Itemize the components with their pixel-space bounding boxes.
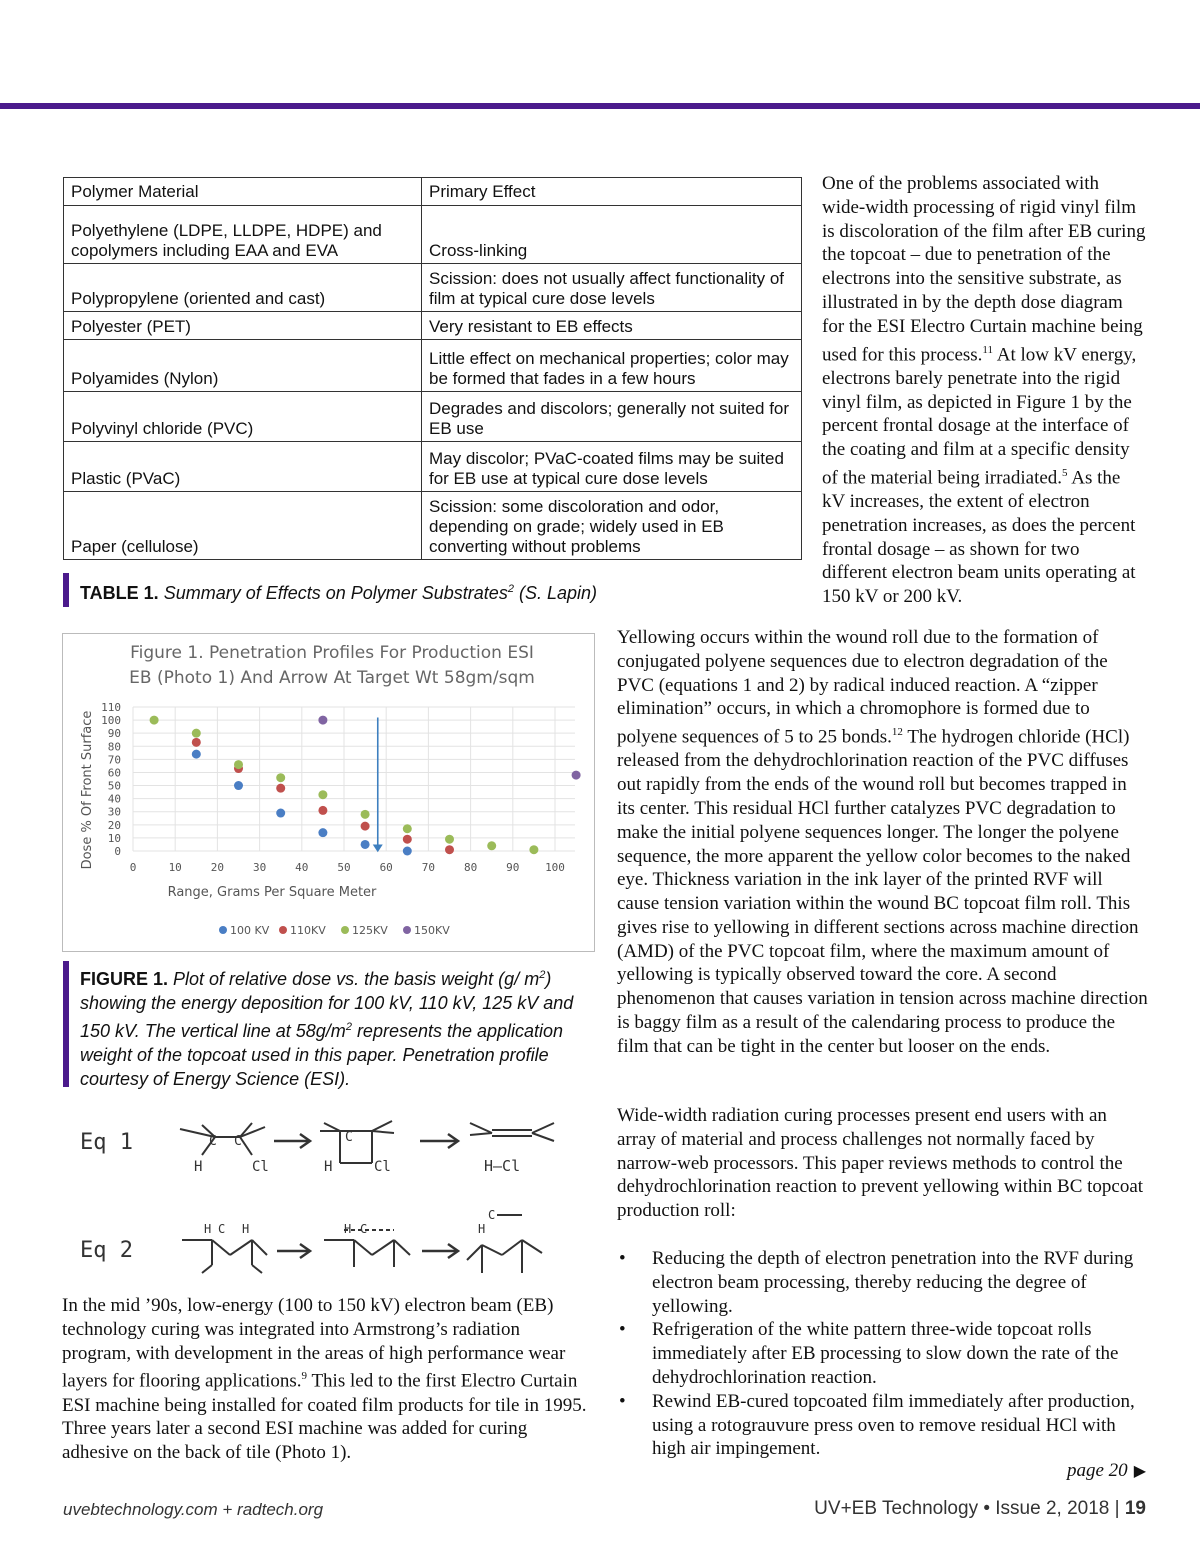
data-point — [487, 841, 496, 850]
eq2-h1: H — [204, 1222, 212, 1236]
eq2-prod-c: C — [488, 1208, 496, 1222]
chart-title-line2: EB (Photo 1) And Arrow At Target Wt 58gm/sqm — [129, 668, 535, 688]
right-paragraph-1 — [822, 172, 1146, 609]
figure-caption-sup2: 2 — [345, 1021, 352, 1033]
eq1-hcl: H—Cl — [484, 1157, 521, 1175]
table-row — [64, 206, 802, 264]
table-row — [64, 442, 802, 492]
x-tick-label: 40 — [295, 861, 309, 874]
table-caption-label: TABLE 1. — [80, 583, 159, 603]
polymer-effects-table — [63, 177, 802, 560]
table-cell: Polyethylene (LDPE, LLDPE, HDPE) and copolymers including EAA and EVA — [64, 206, 422, 264]
data-point — [572, 771, 581, 780]
chart-title-line1: Figure 1. Penetration Profiles For Production ESI — [130, 643, 534, 663]
eq1-c-right: C — [234, 1134, 242, 1149]
data-point — [276, 809, 285, 818]
legend-label: 110KV — [290, 924, 326, 937]
figure-caption-label: FIGURE 1. — [80, 969, 169, 989]
right-p1-a: One of the problems associated with wide-width processing of rigid vinyl film is discoloration of the film after EB curing the topcoat – due to penetration of the electrons into the sensitive substrate, as illustrated in by the depth dose diagram for the ESI Electro Curtain machine being used for this process. — [822, 173, 1146, 365]
eq2-arrow-2 — [422, 1244, 458, 1258]
x-tick-label: 0 — [129, 861, 137, 874]
table-cell: May discolor; PVaC-coated films may be suited for EB use at typical cure dose levels — [422, 442, 802, 492]
eq1-int-c: C — [345, 1130, 353, 1145]
figure-caption-text3: represents the application weight of the topcoat used in this paper. Penetration profile courtesy of Energy Science (ESI). — [80, 1021, 564, 1089]
table-row — [64, 392, 802, 442]
continued-page-label: page 20 — [1067, 1460, 1128, 1481]
data-point — [361, 810, 370, 819]
data-point — [445, 835, 454, 844]
figure-caption-bar — [63, 961, 69, 1087]
x-tick-label: 10 — [168, 861, 182, 874]
data-point — [403, 835, 412, 844]
y-tick-label: 40 — [107, 792, 121, 806]
data-point — [318, 716, 327, 725]
legend-marker — [341, 926, 349, 934]
bullet-list — [617, 1247, 1149, 1461]
eq2-c1: C — [218, 1222, 226, 1236]
eq1-arrow-2 — [420, 1134, 458, 1148]
eq1-reactant — [180, 1123, 265, 1155]
right-p2-a: Yellowing occurs within the wound roll due to the formation of conjugated polyene sequences due to electron degradation of the PVC (equations 1 and 2) by radical induced reaction. A “zipper elimination” occurs, in which a chromophore is formed due to polyene sequences of 5 to 25 bonds. — [617, 627, 1108, 748]
y-tick-label: 50 — [107, 779, 121, 793]
data-point — [361, 840, 370, 849]
data-point — [234, 781, 243, 790]
footer-websites: uvebtechnology.com + radtech.org — [63, 1500, 324, 1519]
table-caption-tail: (S. Lapin) — [513, 583, 597, 603]
x-tick-label: 20 — [210, 861, 225, 874]
table-cell: Polyamides (Nylon) — [64, 340, 422, 392]
data-point — [150, 716, 159, 725]
x-tick-label: 50 — [337, 861, 351, 874]
x-tick-label: 100 — [545, 861, 565, 874]
x-tick-label: 70 — [421, 861, 436, 874]
right-paragraph-3 — [617, 1104, 1149, 1223]
bullet-item: • Rewind EB-cured topcoated film immediately after production, using a rotograuvure press oven to remove residual HCl with high air impingement. — [617, 1390, 1149, 1461]
eq1-intermediate — [320, 1121, 394, 1163]
left-para-sup: 9 — [301, 1370, 308, 1383]
table-header-cell: Polymer Material — [64, 178, 422, 206]
table-row — [64, 340, 802, 392]
table-row — [64, 264, 802, 312]
table-cell: Polyester (PET) — [64, 312, 422, 340]
figure-caption-text2: ) showing the energy deposition for 100 kV, 110 kV, 125 kV and 150 kV. The vertical line at 58g/m — [80, 969, 574, 1041]
right-p1-sup2: 5 — [1062, 466, 1068, 479]
data-point — [529, 845, 538, 854]
right-p2-sup: 12 — [891, 726, 903, 739]
play-triangle-icon: ▶ — [1133, 1463, 1146, 1480]
x-tick-label: 60 — [379, 861, 393, 874]
legend-label: 100 KV — [230, 924, 270, 937]
header-accent-bar — [0, 103, 1200, 109]
right-p1-sup1: 11 — [982, 343, 994, 356]
data-point — [192, 729, 201, 738]
data-point — [192, 750, 201, 759]
legend-marker — [279, 926, 287, 934]
right-p2-b: The hydrogen chloride (HCl) released from the dehydrochlorination reaction of the PVC diffuses out rapidly from the ends of the wound roll but becomes trapped in its center. This residual HCl further catalyzes PVC degradation to make the initial polyene sequences longer. The longer the polyene sequence, the more apparent the yellow color becomes to the naked eye. Thickness variation in the ink layer of the printed RVF will cause tension variation within the wound BC topcoat film roll. This gives rise to yellowing in different sections across machine direction (AMD) of the PVC topcoat film, where the maximum amount of yellowing is typically observed toward the core. A second phenomenon that causes variation in tension across machine direction is baggy film as a result of the calendaring process to produce the film that can be tight in the center but looser on the ends. — [617, 726, 1148, 1057]
eq2-arrow-1 — [277, 1244, 310, 1258]
bullet-item: • Refrigeration of the white pattern three-wide topcoat rolls immediately after EB processing to slow down the rate of the dehydrochlorination reaction. — [617, 1318, 1149, 1389]
figure-caption-text1: Plot of relative dose vs. the basis weight (g/ m — [168, 969, 540, 989]
left-para-a: In the mid ’90s, low-energy (100 to 150 kV) electron beam (EB) technology curing was integrated into Armstrong’s radiation program, with development in the areas of high performance wear layers for flooring applications. — [62, 1295, 566, 1392]
right-paragraph-2 — [617, 626, 1149, 1059]
bullet-item: • Reducing the depth of electron penetration into the RVF during electron beam processing, thereby reducing the degree of yellowing. — [617, 1247, 1149, 1318]
table-cell: Scission: does not usually affect functionality of film at typical cure dose levels — [422, 264, 802, 312]
eq2-h2: H — [242, 1222, 250, 1236]
y-tick-label: 100 — [101, 714, 121, 728]
eq1-arrow-1 — [274, 1134, 310, 1148]
table-cell: Scission: some discoloration and odor, depending on grade; widely used in EB converting without problems — [422, 492, 802, 560]
table-cell: Polypropylene (oriented and cast) — [64, 264, 422, 312]
data-point — [318, 828, 327, 837]
y-tick-label: 80 — [107, 740, 121, 754]
chart-y-axis-label: Dose % Of Front Surface — [80, 710, 95, 870]
table-caption-text: Summary of Effects on Polymer Substrates — [163, 583, 508, 603]
figure-caption-sup: 2 — [539, 969, 546, 981]
y-tick-label: 90 — [107, 727, 121, 741]
data-point — [403, 847, 412, 856]
figure-1-chart — [62, 633, 595, 952]
left-bottom-paragraph — [62, 1294, 592, 1465]
data-point — [445, 845, 454, 854]
footer-issue: UV+EB Technology • Issue 2, 2018 | — [814, 1498, 1120, 1519]
y-tick-label: 110 — [101, 701, 121, 714]
y-tick-label: 60 — [107, 766, 121, 780]
left-para-b: This led to the first Electro Curtain ESI machine being installed for coated film products for tile in 1995. Three years later a second ESI machine was added for curing adhesive on the back of tile (Photo 1). — [62, 1370, 587, 1464]
page-number: 19 — [1124, 1498, 1146, 1519]
chart-x-axis-label: Range, Grams Per Square Meter — [167, 885, 377, 900]
penetration-chart-svg — [63, 634, 594, 951]
legend-label: 125KV — [352, 924, 388, 937]
right-p3: Wide-width radiation curing processes present end users with an array of material and process challenges not normally faced by narrow-web processors. This paper reviews methods to control the dehydrochlorination reaction to prevent yellowing within BC topcoat production roll: — [617, 1105, 1144, 1222]
x-tick-label: 30 — [252, 861, 267, 874]
y-tick-label: 0 — [114, 845, 121, 858]
eq2-label: Eq 2 — [80, 1238, 133, 1263]
table-row — [64, 492, 802, 560]
eq1-label: Eq 1 — [80, 1130, 133, 1155]
table-caption-sup: 2 — [507, 583, 514, 595]
eq1-int-cl: Cl — [374, 1159, 391, 1175]
continued-page-link[interactable] — [1067, 1460, 1146, 1482]
y-tick-label: 30 — [107, 805, 121, 819]
right-p1-c: As the kV increases, the extent of electron penetration increases, as does the percent frontal dosage – as shown for two different electron beam units operating at 150 kV or 200 kV. — [822, 467, 1136, 608]
y-tick-label: 70 — [107, 753, 121, 767]
eq1-h: H — [194, 1159, 203, 1175]
eq2-reactant — [182, 1240, 267, 1273]
eq2-int-h: H — [344, 1222, 352, 1236]
table-cell: Paper (cellulose) — [64, 492, 422, 560]
y-tick-label: 20 — [107, 818, 121, 832]
equations-svg — [62, 1105, 592, 1285]
table-header-cell: Primary Effect — [422, 178, 802, 206]
table-cell: Degrades and discolors; generally not suited for EB use — [422, 392, 802, 442]
eq1-product — [470, 1123, 554, 1141]
table-row — [64, 312, 802, 340]
data-point — [234, 760, 243, 769]
data-point — [318, 806, 327, 815]
right-p1-b: At low kV energy, electrons barely penetrate into the rigid vinyl film, as depicted in Figure 1 by the percent frontal dosage at the interface of the coating and film at a specific density of the material being irradiated. — [822, 343, 1137, 489]
table-header-row — [64, 178, 802, 206]
y-tick-label: 10 — [107, 831, 121, 845]
eq2-int-c: C — [360, 1222, 368, 1236]
table-cell: Plastic (PVaC) — [64, 442, 422, 492]
data-point — [192, 738, 201, 747]
eq1-c-left: C — [209, 1134, 217, 1149]
table-cell: Polyvinyl chloride (PVC) — [64, 392, 422, 442]
footer-publication — [814, 1498, 1146, 1520]
table-caption — [80, 577, 640, 605]
data-point — [276, 773, 285, 782]
data-point — [318, 790, 327, 799]
table-cell: Little effect on mechanical properties; color may be formed that fades in a few hours — [422, 340, 802, 392]
table-cell: Cross-linking — [422, 206, 802, 264]
table-caption-bar — [63, 573, 69, 607]
data-point — [276, 784, 285, 793]
x-tick-label: 90 — [506, 861, 520, 874]
data-point — [361, 822, 370, 831]
eq1-int-h: H — [324, 1159, 333, 1175]
figure-1-caption — [80, 963, 592, 1091]
reaction-equations — [62, 1105, 592, 1285]
eq1-cl: Cl — [252, 1159, 269, 1175]
table-cell: Very resistant to EB effects — [422, 312, 802, 340]
eq2-prod-h: H — [478, 1222, 486, 1236]
data-point — [403, 824, 412, 833]
x-tick-label: 80 — [463, 861, 478, 874]
legend-label: 150KV — [414, 924, 450, 937]
legend-marker — [219, 926, 227, 934]
legend-marker — [403, 926, 411, 934]
